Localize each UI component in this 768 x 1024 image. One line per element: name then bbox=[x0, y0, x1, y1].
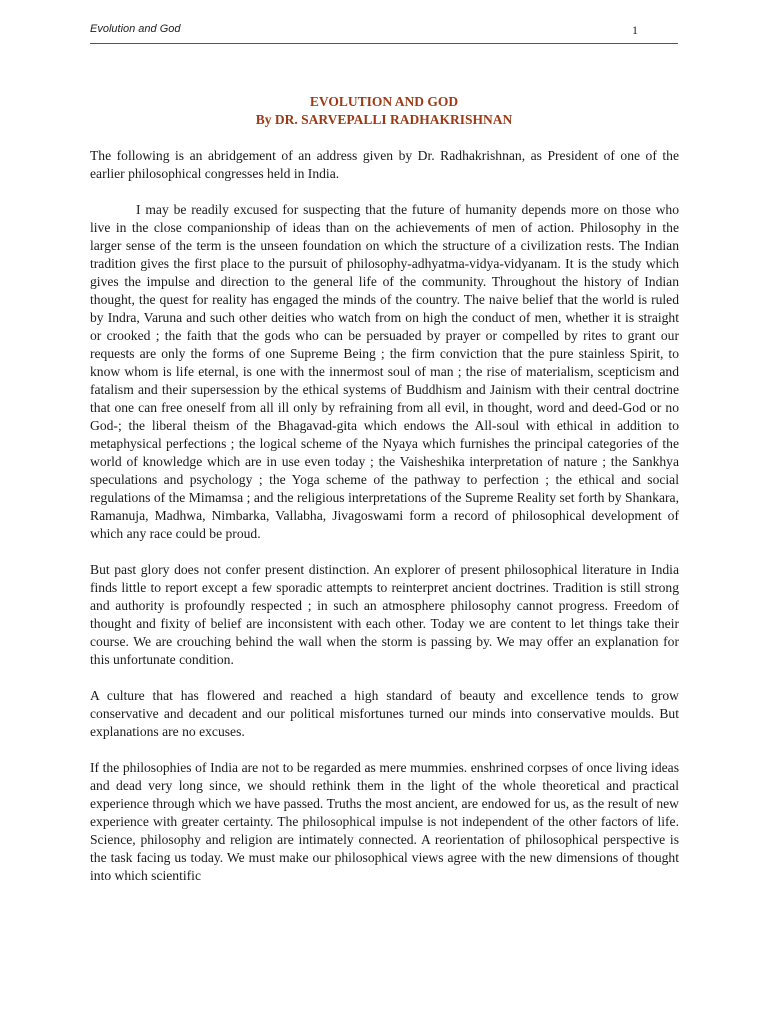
document-title: EVOLUTION AND GOD bbox=[309, 94, 459, 109]
running-title: Evolution and God bbox=[90, 23, 181, 35]
paragraph: If the philosophies of India are not to be regarded as mere mummies. enshrined corpses of once living ideas and dead very long since, we should rethink them in the light of the whole theoretical and practical experience through which we have passed. Truths the most ancient, are endowed for us, as the result of new experience with greater certainty. The philosophical impulse is not independent of the other factors of life. Science, philosophy and religion are intimately connected. A reorientation of philosophical perspective is the task facing us today. We must make our philosophical views agree with the new dimensions of thought into which scientific bbox=[90, 760, 679, 883]
author-byline: By DR. SARVEPALLI RADHAKRISHNAN bbox=[255, 112, 513, 127]
paragraph-intro: The following is an abridgement of an address given by Dr. Radhakrishnan, as President of one of the earlier philosophical congresses held in India. bbox=[90, 148, 679, 181]
paragraph: But past glory does not confer present distinction. An explorer of present philosophical literature in India finds little to report except a few sporadic attempts to reinterpret ancient doctrines. Tradition is still strong and authority is profoundly respected ; in such an atmosphere philosophy cannot progress. Freedom of thought and fixity of belief are inconsistent with each other. Today we are content to let things take their course. We are crouching behind the wall when the storm is passing by. We may offer an explanation for this unfortunate condition. bbox=[90, 562, 679, 667]
paragraph: A culture that has flowered and reached a high standard of beauty and excellence tends to grow conservative and decadent and our political misfortunes turned our minds into conservative moulds. But explanations are no excuses. bbox=[90, 688, 679, 739]
paragraph: I may be readily excused for suspecting that the future of humanity depends more on those who live in the close companionship of ideas than on the achievements of men of action. Philosophy in the larger sense of the term is the unseen foundation on which the structure of a civilization rests. The Indian tradition gives the first place to the pursuit of philosophy-adhyatma-vidya-vidyanam. It is the study which gives the impulse and direction to the general life of the community. Throughout the history of Indian thought, the quest for reality has engaged the minds of the country. The naive belief that the world is ruled by Indra, Varuna and such other deities who watch from on high the conduct of men, whether it is straight or crooked ; the faith that the gods who can be persuaded by prayer or compelled by rites to grant our requests are only the forms of one Supreme Being ; the firm conviction that the pure stainless Spirit, to know whom is life eternal, is one with the innermost soul of man ; the rise of materialism, scepticism and fatalism and their supersession by the ethical systems of Buddhism and Jainism with their central doctrine that one can free oneself from all ill only by refraining from all evil, in thought, word and deed-God or no God-; the liberal theism of the Bhagavad-gita which endows the All-soul with ethical in addition to metaphysical perfections ; the logical scheme of the Nyaya which furnishes the principal categories of the world of knowledge which are in use even today ; the Vaisheshika interpretation of nature ; the Sankhya speculations and psychology ; the Yoga scheme of the pathway to perfection ; the ethical and social regulations of the Mimamsa ; and the religious interpretations of the Supreme Reality set forth by Shankara, Ramanuja, Madhwa, Nimbarka, Vallabha, Jivagoswami form a record of philosophical development of which any race could be proud. bbox=[90, 202, 679, 541]
running-header bbox=[90, 21, 678, 44]
body-text bbox=[90, 147, 679, 903]
title-block bbox=[90, 93, 678, 129]
page-number: 1 bbox=[632, 23, 638, 37]
